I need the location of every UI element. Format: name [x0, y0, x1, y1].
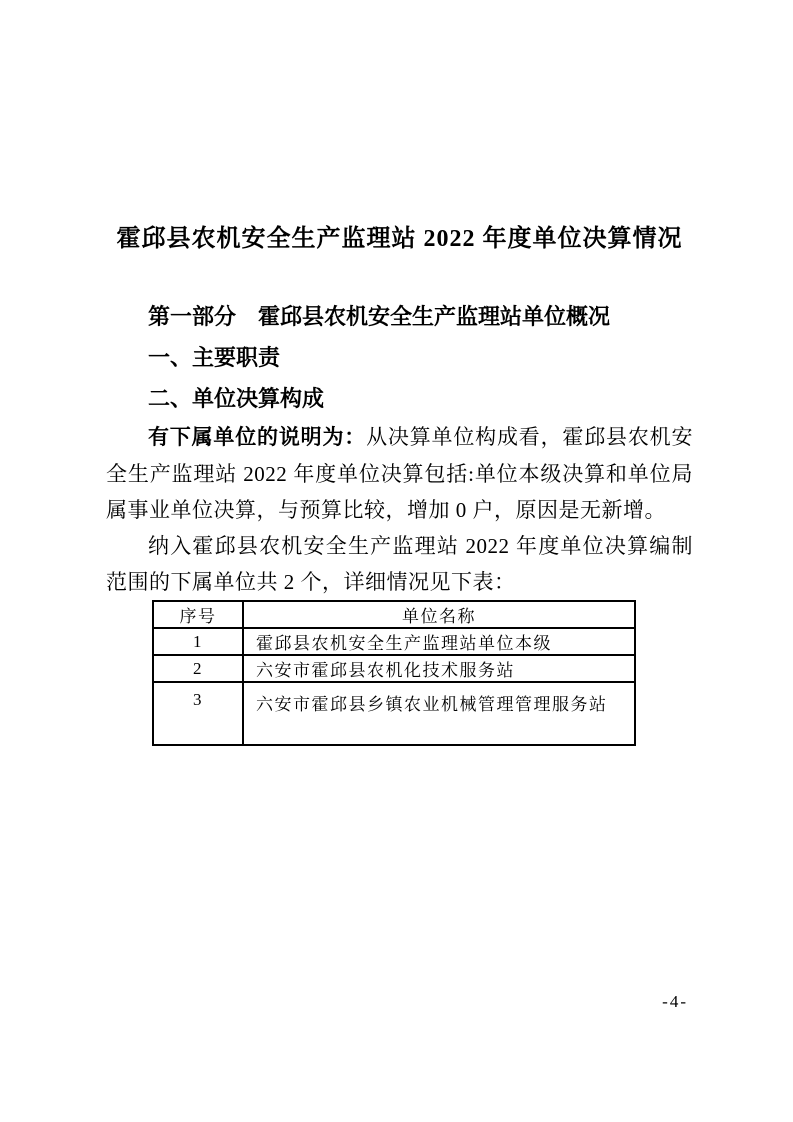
page-number: -4- — [662, 992, 688, 1011]
document-title: 霍邱县农机安全生产监理站 2022 年度单位决算情况 — [116, 226, 683, 252]
cell-unit-name: 六安市霍邱县农机化技术服务站 — [243, 655, 635, 682]
table-header-index: 序号 — [153, 601, 243, 628]
cell-unit-name: 霍邱县农机安全生产监理站单位本级 — [243, 628, 635, 655]
table-header-row — [153, 601, 635, 628]
subsection-heading-duties: 一、主要职责 — [148, 345, 281, 370]
subsection-heading-composition: 二、单位决算构成 — [148, 386, 325, 411]
paragraph-lead-label: 有下属单位的说明为： — [148, 426, 367, 449]
paragraph-scope: 纳入霍邱县农机安全生产监理站 2022 年度单位决算编制范围的下属单位共 2 个，详细情况见下表： — [106, 534, 693, 594]
section-heading-part1: 第一部分 霍邱县农机安全生产监理站单位概况 — [148, 304, 611, 329]
table-header-unit-name: 单位名称 — [243, 601, 635, 628]
cell-row-index: 1 — [153, 628, 243, 655]
cell-unit-name: 六安市霍邱县乡镇农业机械管理管理服务站 — [243, 682, 635, 745]
table-row — [153, 655, 635, 682]
cell-row-index: 3 — [153, 682, 243, 745]
table-row — [153, 682, 635, 745]
table-row — [153, 628, 635, 655]
paragraph-subordinate-units — [106, 419, 693, 528]
cell-row-index: 2 — [153, 655, 243, 682]
subordinate-units-table — [152, 600, 636, 746]
paragraph-subordinate-text: 从决算单位构成看，霍邱县农机安全生产监理站 2022 年度单位决算包括:单位本级决算和单位局属事业单位决算，与预算比较，增加 0 户，原因是无新增。 — [106, 425, 693, 522]
